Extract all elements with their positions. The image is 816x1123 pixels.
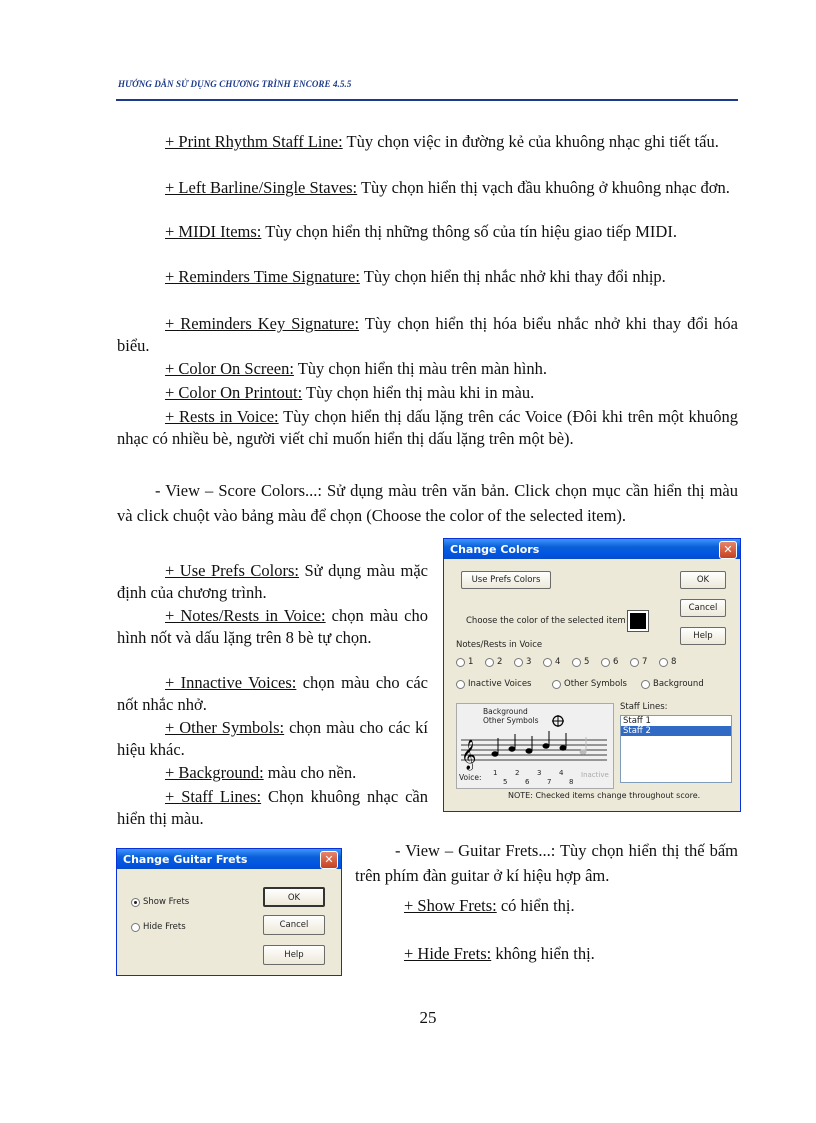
item-term: + Staff Lines: xyxy=(165,787,262,806)
preview-voice-label: Voice: xyxy=(459,773,482,782)
voice-label: 2 xyxy=(497,657,503,667)
radio-dot xyxy=(131,898,140,907)
cancel-button[interactable]: Cancel xyxy=(680,599,726,617)
voice-radio-1[interactable] xyxy=(456,657,473,667)
preview-num: 8 xyxy=(569,778,574,786)
ok-button[interactable]: OK xyxy=(680,571,726,589)
item-print-rhythm xyxy=(117,131,738,153)
item-reminders-key xyxy=(117,313,738,357)
preview-num: 1 xyxy=(493,769,498,777)
show-frets-radio[interactable] xyxy=(131,897,189,907)
background-radio[interactable] xyxy=(641,679,704,689)
item-reminders-time xyxy=(117,266,738,288)
item-term: + Show Frets: xyxy=(404,896,497,915)
item-rests-voice xyxy=(117,406,738,450)
item-term: + MIDI Items: xyxy=(165,222,262,241)
preview-background-label: Background xyxy=(483,707,528,716)
voice-label: 5 xyxy=(584,657,590,667)
radio-dot xyxy=(543,658,552,667)
voice-radio-6[interactable] xyxy=(601,657,618,667)
radio-dot xyxy=(552,680,561,689)
radio-dot xyxy=(456,680,465,689)
color-item-other-symbols xyxy=(117,717,428,761)
item-desc: Tùy chọn việc in đường kẻ của khuông nhạc ghi tiết tấu. xyxy=(342,132,719,151)
color-item-use-prefs xyxy=(117,560,428,604)
item-term: + Innactive Voices: xyxy=(165,673,297,692)
item-term: + Hide Frets: xyxy=(404,944,492,963)
show-frets-label: Show Frets xyxy=(143,897,190,907)
item-desc: có hiển thị. xyxy=(496,896,575,915)
item-desc: Tùy chọn hiển thị nhắc nhở khi thay đổi nhịp. xyxy=(359,267,666,286)
color-item-inactive xyxy=(117,672,428,716)
preview-inactive-label: Inactive xyxy=(581,771,609,779)
item-desc: không hiển thị. xyxy=(491,944,595,963)
item-color-screen xyxy=(117,358,738,380)
item-desc: Tùy chọn hiển thị màu khi in màu. xyxy=(302,383,535,402)
help-button[interactable]: Help xyxy=(263,945,325,965)
hide-frets-label: Hide Frets xyxy=(143,922,186,932)
item-term: + Reminders Time Signature: xyxy=(165,267,360,286)
close-icon[interactable]: ✕ xyxy=(719,541,737,559)
preview-num: 6 xyxy=(525,778,530,786)
use-prefs-colors-button[interactable]: Use Prefs Colors xyxy=(461,571,551,589)
notes-rests-label: Notes/Rests in Voice xyxy=(456,640,543,650)
item-desc: Sử dụng màu mặc định của chương trình. xyxy=(117,561,429,602)
color-swatch[interactable] xyxy=(628,611,648,631)
dialog-title: Change Guitar Frets xyxy=(123,853,248,866)
item-desc: chọn màu cho hình nốt và dấu lặng trên 8 bè tự chọn. xyxy=(117,606,428,647)
guitar-item-hide xyxy=(404,943,738,965)
item-term: + Notes/Rests in Voice: xyxy=(165,606,326,625)
item-left-barline xyxy=(117,177,738,199)
header-rule xyxy=(116,99,738,101)
change-colors-dialog xyxy=(443,538,741,812)
guitar-item-show xyxy=(404,895,738,917)
color-item-background xyxy=(117,762,428,784)
voice-label: 1 xyxy=(468,657,474,667)
item-desc: màu cho nền. xyxy=(263,763,357,782)
item-desc: Tùy chọn hiển thị vạch đầu khuông ở khuông nhạc đơn. xyxy=(357,178,730,197)
item-term: + Left Barline/Single Staves: xyxy=(165,178,358,197)
item-term: + Other Symbols: xyxy=(165,718,285,737)
item-desc: chọn màu cho các kí hiệu khác. xyxy=(117,718,429,759)
running-header: HƯỚNG DẪN SỬ DỤNG CHƯƠNG TRÌNH ENCORE 4.5.5 xyxy=(118,79,352,89)
preview-num: 7 xyxy=(547,778,552,786)
item-desc: Tùy chọn hiển thị dấu lặng trên các Voice (Đôi khi trên một khuông nhạc có nhiều bè, người viết chỉ muốn hiển thị dấu lặng trên một bè). xyxy=(117,407,739,448)
item-midi xyxy=(117,221,738,243)
staff-lines-label: Staff Lines: xyxy=(620,702,668,712)
item-term: + Print Rhythm Staff Line: xyxy=(165,132,343,151)
radio-dot xyxy=(601,658,610,667)
dialog-titlebar xyxy=(444,539,740,559)
item-color-printout xyxy=(117,382,738,404)
voice-label: 7 xyxy=(642,657,648,667)
voice-radio-7[interactable] xyxy=(630,657,647,667)
preview-num: 2 xyxy=(515,769,520,777)
preview-other-symbols-label: Other Symbols xyxy=(483,716,539,725)
radio-dot xyxy=(131,923,140,932)
item-term: + Rests in Voice: xyxy=(165,407,279,426)
item-term: + Color On Printout: xyxy=(165,383,303,402)
dialog-note: NOTE: Checked items change throughout score. xyxy=(508,791,701,800)
radio-dot xyxy=(572,658,581,667)
inactive-voices-radio[interactable] xyxy=(456,679,531,689)
voice-label: 6 xyxy=(613,657,619,667)
cancel-button[interactable]: Cancel xyxy=(263,915,325,935)
voice-radio-2[interactable] xyxy=(485,657,502,667)
voice-label: 8 xyxy=(671,657,677,667)
voice-label: 3 xyxy=(526,657,532,667)
radio-dot xyxy=(659,658,668,667)
preview-num: 5 xyxy=(503,778,508,786)
item-term: + Background: xyxy=(165,763,264,782)
staff-item-1[interactable]: Staff 1 xyxy=(623,716,651,726)
change-guitar-frets-dialog xyxy=(116,848,342,976)
other-symbols-radio[interactable] xyxy=(552,679,627,689)
preview-num: 3 xyxy=(537,769,542,777)
radio-dot xyxy=(485,658,494,667)
voice-radio-5[interactable] xyxy=(572,657,589,667)
voice-radio-8[interactable] xyxy=(659,657,676,667)
item-term: + Use Prefs Colors: xyxy=(165,561,299,580)
item-term: + Color On Screen: xyxy=(165,359,294,378)
score-preview xyxy=(456,703,614,789)
other-symbols-label: Other Symbols xyxy=(564,679,627,689)
voice-radio-3[interactable] xyxy=(514,657,531,667)
hide-frets-radio[interactable] xyxy=(131,922,186,932)
staff-item-2[interactable]: Staff 2 xyxy=(621,726,731,736)
score-colors-paragraph: - View – Score Colors...: Sử dụng màu trên văn bản. Click chọn mục cần hiển thị màu và click chuột vào bảng màu để chọn (Choose the color of the selected item). xyxy=(117,481,738,525)
page-number: 25 xyxy=(419,1008,437,1027)
ok-button[interactable]: OK xyxy=(263,887,325,907)
item-desc: Chọn khuông nhạc cần hiển thị màu. xyxy=(117,787,428,828)
radio-dot xyxy=(456,658,465,667)
voice-label: 4 xyxy=(555,657,561,667)
radio-dot xyxy=(514,658,523,667)
voice-radio-4[interactable] xyxy=(543,657,560,667)
item-desc: Tùy chọn hiển thị những thông số của tín hiệu giao tiếp MIDI. xyxy=(261,222,677,241)
svg-text:𝄞: 𝄞 xyxy=(461,740,477,770)
dialog-titlebar xyxy=(117,849,341,869)
staff-lines-list[interactable] xyxy=(620,715,732,783)
item-desc: chọn màu cho các nốt nhắc nhở. xyxy=(117,673,428,714)
radio-dot xyxy=(641,680,650,689)
help-button[interactable]: Help xyxy=(680,627,726,645)
item-term: + Reminders Key Signature: xyxy=(165,314,360,333)
dialog-title: Change Colors xyxy=(450,543,540,556)
choose-color-label: Choose the color of the selected item xyxy=(466,616,626,626)
background-label: Background xyxy=(653,679,704,689)
radio-dot xyxy=(630,658,639,667)
inactive-voices-label: Inactive Voices xyxy=(468,679,532,689)
guitar-frets-paragraph: - View – Guitar Frets...: Tùy chọn hiển thị thế bấm trên phím đàn guitar ở kí hiệu hợp âm. xyxy=(355,841,738,885)
close-icon[interactable]: ✕ xyxy=(320,851,338,869)
color-item-notes-rests xyxy=(117,605,428,649)
item-desc: Tùy chọn hiển thị màu trên màn hình. xyxy=(293,359,548,378)
preview-num: 4 xyxy=(559,769,564,777)
item-desc: Tùy chọn hiển thị hóa biểu nhắc nhở khi thay đổi hóa biểu. xyxy=(117,314,738,355)
color-item-staff-lines xyxy=(117,786,428,830)
